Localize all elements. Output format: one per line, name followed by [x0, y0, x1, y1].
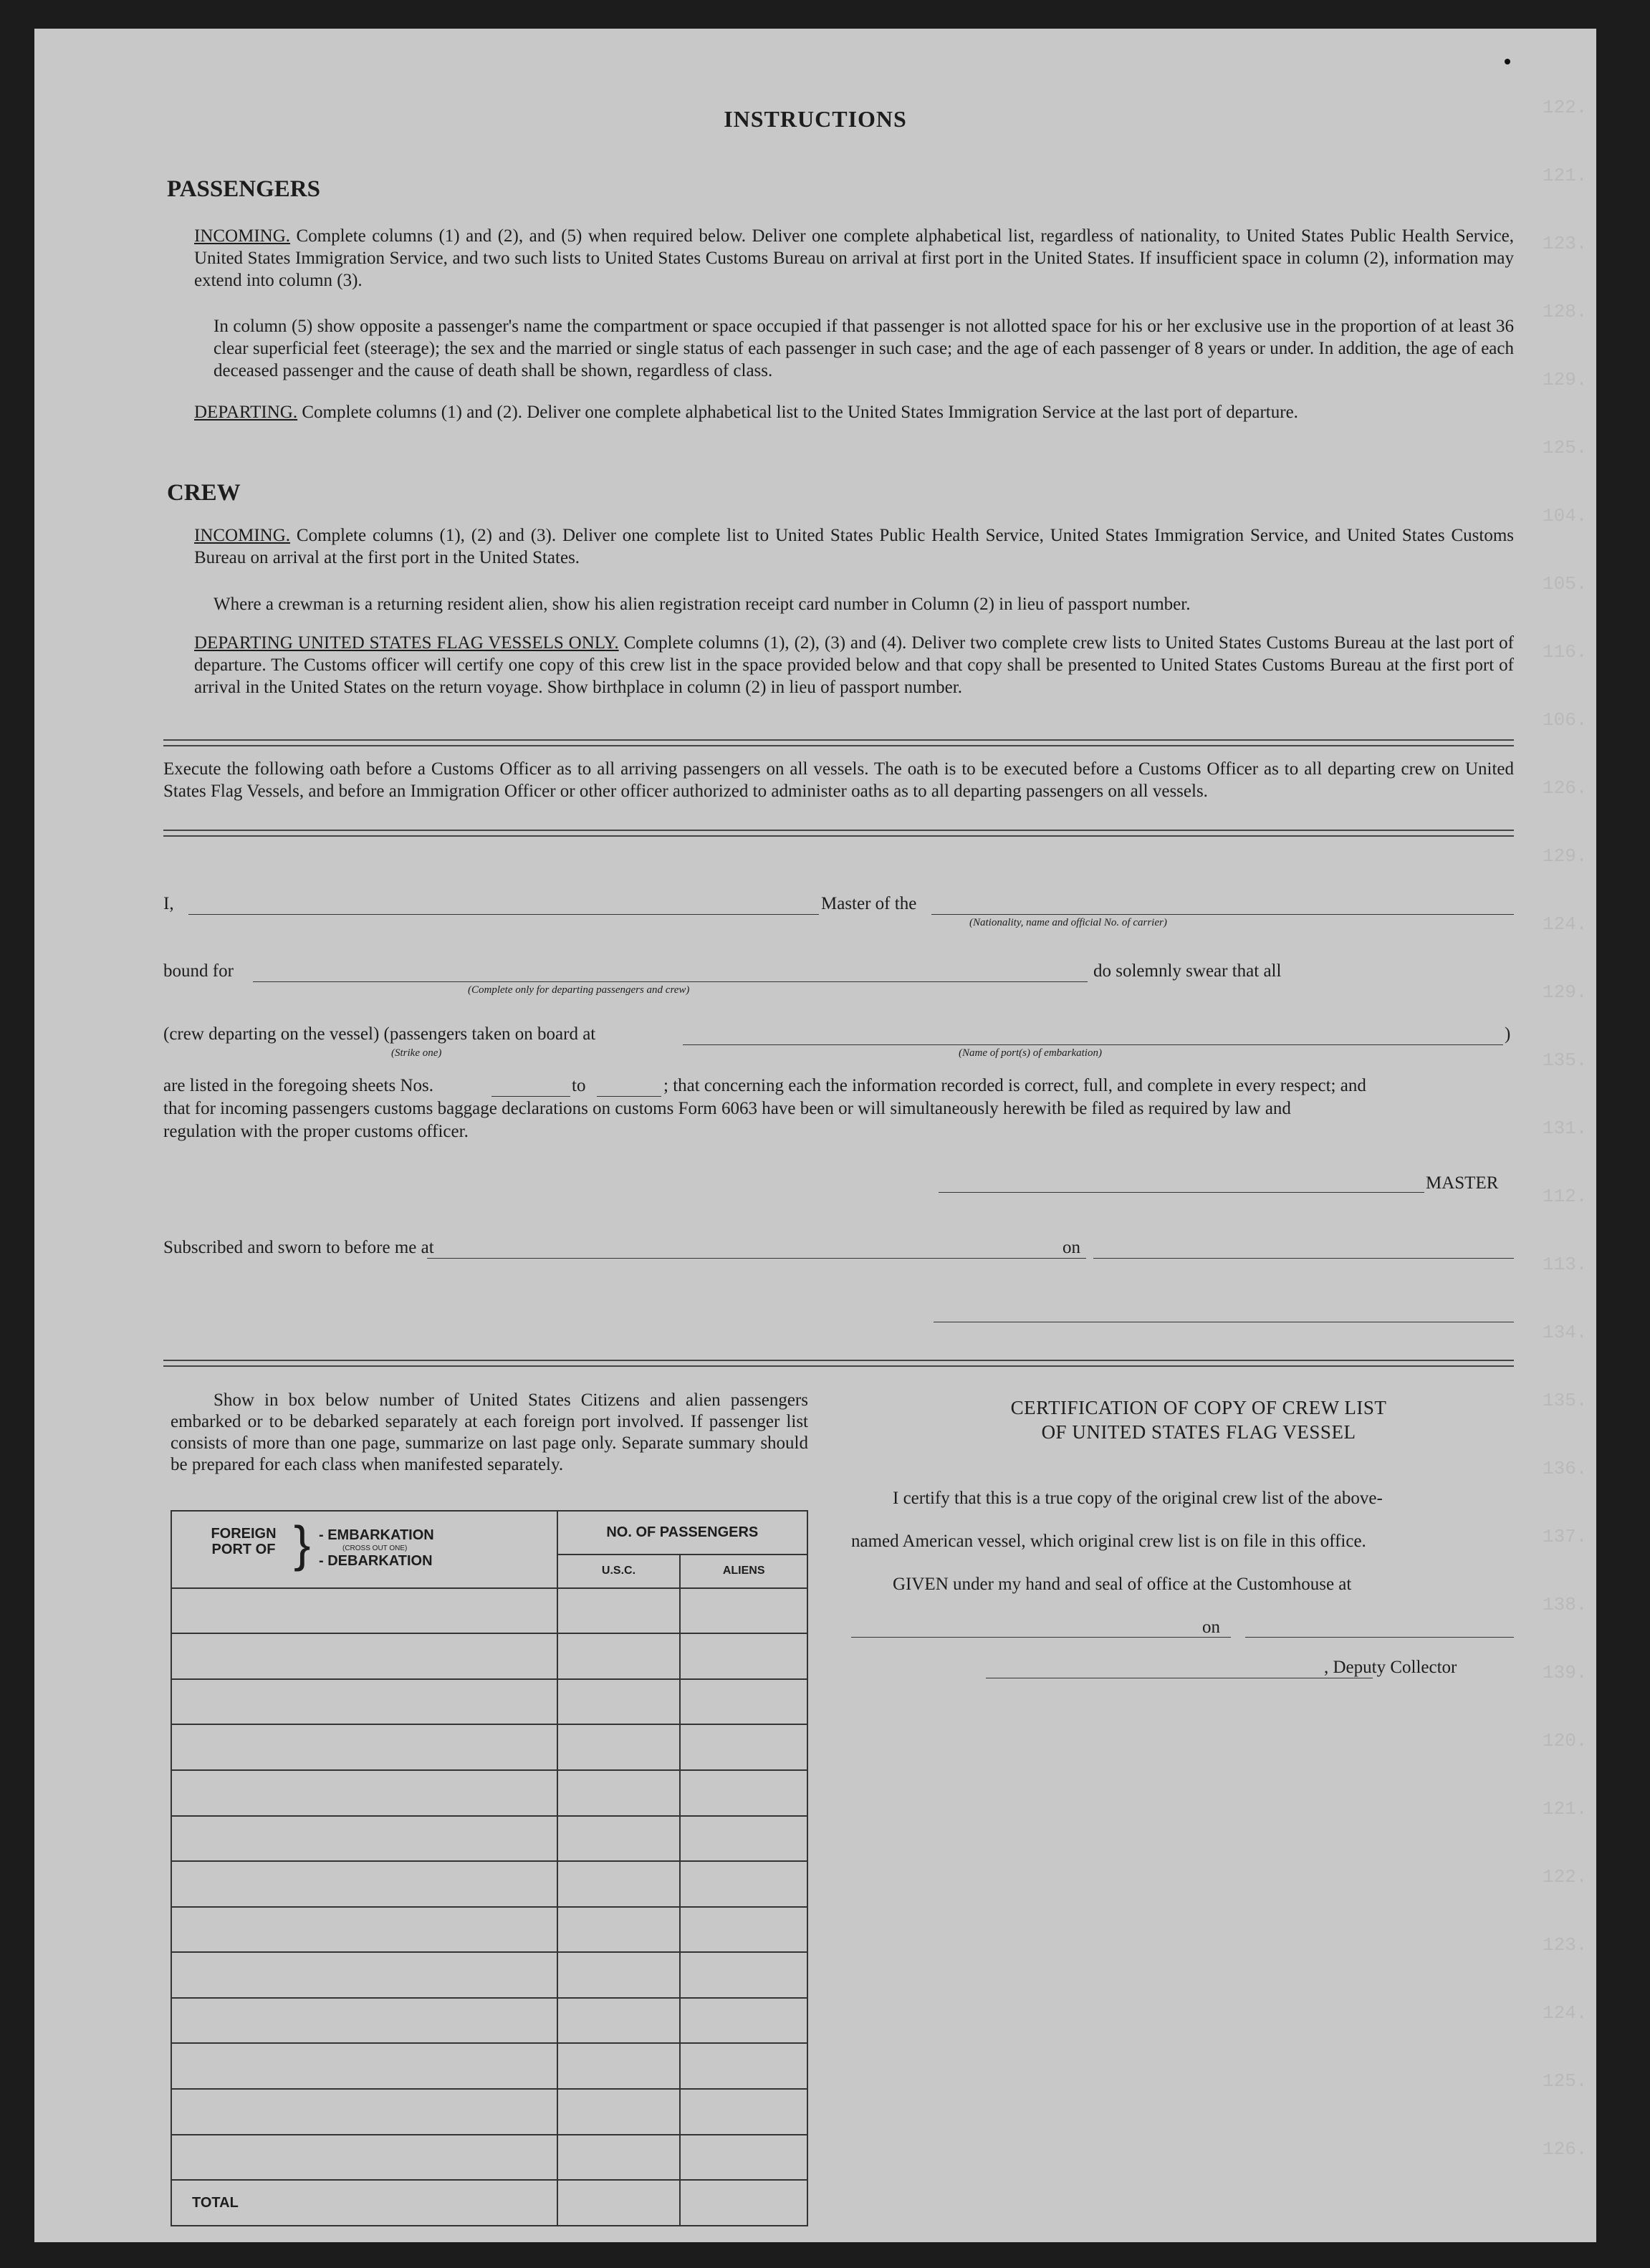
departing-text: Complete columns (1) and (2). Deliver one complete alphabetical list to the United States Immigration Service at the last port of departure.	[302, 403, 1298, 422]
port-cell[interactable]	[171, 1952, 557, 1998]
passenger-summary-table	[171, 1510, 808, 2226]
port-cell[interactable]	[171, 1816, 557, 1862]
usc-cell[interactable]	[557, 1679, 681, 1725]
bleed-number: 134.	[1543, 1322, 1588, 1343]
bleed-number: 124.	[1543, 913, 1588, 935]
divider	[163, 1360, 1514, 1367]
port-header-cell	[171, 1511, 557, 1588]
port-cell[interactable]	[171, 1633, 557, 1679]
oath-i: I,	[163, 894, 174, 913]
bleed-number: 123.	[1543, 233, 1588, 254]
usc-cell[interactable]	[557, 2180, 681, 2226]
passengers-heading: PASSENGERS	[167, 176, 320, 202]
certification-title	[851, 1395, 1546, 1444]
usc-cell[interactable]	[557, 2043, 681, 2089]
bleed-number: 121.	[1543, 165, 1588, 186]
document-page	[34, 29, 1596, 2242]
bleed-number: 129.	[1543, 981, 1588, 1003]
summary-row	[171, 1679, 807, 1725]
master-of-label: Master of the	[821, 894, 917, 913]
listed-a: are listed in the foregoing sheets Nos.	[163, 1076, 433, 1095]
bleed-number: 104.	[1543, 505, 1588, 527]
close-paren: )	[1505, 1024, 1511, 1044]
subscribed-label: Subscribed and sworn to before me at	[163, 1238, 434, 1257]
aliens-cell[interactable]	[680, 1724, 807, 1770]
nationality-note: (Nationality, name and official No. of carrier)	[969, 917, 1167, 928]
incoming-label: INCOMING.	[194, 226, 291, 246]
given-line: GIVEN under my hand and seal of office at the Customhouse at	[893, 1575, 1352, 1594]
listed-line3: regulation with the proper customs officer.	[163, 1122, 469, 1141]
summary-row	[171, 1588, 807, 1634]
crew-incoming-label: INCOMING.	[194, 526, 291, 545]
bound-for-label: bound for	[163, 961, 234, 981]
usc-cell[interactable]	[557, 2135, 681, 2181]
certify-line2: named American vessel, which original crew list is on file in this office.	[851, 1532, 1366, 1551]
bleed-number: 112.	[1543, 1186, 1588, 1207]
bleed-number: 113.	[1543, 1254, 1588, 1275]
listed-b: ; that concerning each the information recorded is correct, full, and complete in every respect; and	[663, 1076, 1366, 1095]
usc-cell[interactable]	[557, 1724, 681, 1770]
crew-incoming-text: Complete columns (1), (2) and (3). Deliver one complete list to United States Public Health Service, United States Immigration Service, and United States Customs Bureau on arrival at the first port in the United States.	[194, 526, 1515, 567]
summary-row	[171, 2180, 807, 2226]
departing-label: DEPARTING.	[194, 403, 298, 422]
aliens-cell[interactable]	[680, 2180, 807, 2226]
bleed-number: 139.	[1543, 1662, 1588, 1683]
usc-header: U.S.C.	[557, 1555, 681, 1588]
bleed-number: 125.	[1543, 437, 1588, 458]
sheet-from-blank[interactable]	[491, 1096, 570, 1097]
aliens-cell[interactable]	[680, 1952, 807, 1998]
port-cell[interactable]	[171, 2135, 557, 2181]
brace-icon: }	[294, 1516, 311, 1572]
port-cell[interactable]	[171, 1998, 557, 2044]
aliens-cell[interactable]	[680, 1861, 807, 1907]
passengers-incoming	[194, 225, 1514, 292]
certify-line1: I certify that this is a true copy of the original crew list of the above-	[893, 1489, 1383, 1508]
usc-cell[interactable]	[557, 1861, 681, 1907]
bleed-number: 128.	[1543, 301, 1588, 322]
passengers-departing	[194, 401, 1514, 423]
summary-intro: Show in box below number of United States Citizens and alien passengers embarked or to be debarked separately at each foreign port involved. If passenger list consists of more than one page, summarize on last page only. Separate summary should be prepared for each class when manifested separately.	[171, 1390, 808, 1474]
port-cell[interactable]	[171, 1770, 557, 1816]
summary-row	[171, 1770, 807, 1816]
incoming-text: Complete columns (1) and (2), and (5) when required below. Deliver one complete alphabetical list, regardless of nationality, to United States Public Health Service, United States Immigration Service, and two such lists to United States Customs Bureau on arrival at first port in the United States. If insufficient space in column (2), information may extend into column (3).	[194, 226, 1515, 290]
aliens-cell[interactable]	[680, 2135, 807, 2181]
passengers-column5: In column (5) show opposite a passenger's name the compartment or space occupied if that passenger is not allotted space for his or her exclusive use in the proportion of at least 36 clear superficial feet (steerage); the sex and the married or single status of each passenger in such case; and the age of each passenger of 8 years or under. In addition, the age of each deceased passenger and the cause of death shall be shown, regardless of class.	[214, 317, 1514, 380]
summary-row	[171, 2043, 807, 2089]
sheet-to-blank[interactable]	[597, 1096, 661, 1097]
port-cell[interactable]	[171, 1907, 557, 1953]
certify-date-blank[interactable]	[1245, 1637, 1514, 1638]
crew-departing-text: Complete columns (1), (2), (3) and (4). Deliver two complete crew lists to United States Customs Bureau at the last port of departure. The Customs officer will certify one copy of this crew list in the space provided below and that copy shall be presented to United States Customs Bureau at the first port of arrival in the United States on the return voyage. Show birthplace in column (2) in lieu of passport number.	[194, 633, 1515, 697]
aliens-cell[interactable]	[680, 2089, 807, 2135]
subscribed-place-blank[interactable]	[427, 1258, 1086, 1259]
port-cell[interactable]	[171, 2089, 557, 2135]
certification-title-line2: OF UNITED STATES FLAG VESSEL	[1041, 1421, 1356, 1443]
crew-incoming	[194, 524, 1514, 569]
certification-title-line1: CERTIFICATION OF COPY OF CREW LIST	[1010, 1397, 1387, 1418]
bleed-number: 129.	[1543, 369, 1588, 390]
strike-one-note: (Strike one)	[391, 1047, 442, 1059]
bleed-number: 121.	[1543, 1798, 1588, 1820]
divider	[163, 739, 1514, 746]
aliens-cell[interactable]	[680, 1998, 807, 2044]
ports-blank[interactable]	[683, 1044, 1503, 1045]
bleed-number: 138.	[1543, 1594, 1588, 1615]
master-name-blank[interactable]	[188, 914, 819, 915]
summary-row	[171, 1724, 807, 1770]
bleed-number: 126.	[1543, 777, 1588, 799]
summary-row	[171, 1952, 807, 1998]
summary-row	[171, 1633, 807, 1679]
summary-row	[171, 2135, 807, 2181]
certify-on: on	[1202, 1618, 1220, 1637]
bleed-number: 120.	[1543, 1730, 1588, 1752]
port-cell[interactable]	[171, 1679, 557, 1725]
summary-row	[171, 1861, 807, 1907]
bound-for-blank[interactable]	[253, 981, 1088, 982]
cross-out-label: (CROSS OUT ONE)	[342, 1544, 408, 1552]
embarkation-label: - EMBARKATION	[319, 1527, 434, 1543]
bleed-number: 135.	[1543, 1390, 1588, 1411]
usc-cell[interactable]	[557, 1633, 681, 1679]
bleed-number: 129.	[1543, 845, 1588, 867]
usc-cell[interactable]	[557, 1816, 681, 1862]
aliens-cell[interactable]	[680, 2043, 807, 2089]
bleed-number: 126.	[1543, 2138, 1588, 2160]
port-cell[interactable]	[171, 1724, 557, 1770]
summary-row	[171, 1907, 807, 1953]
subscribed-on: on	[1063, 1238, 1080, 1257]
aliens-cell[interactable]	[680, 1679, 807, 1725]
crew-departing	[194, 632, 1514, 698]
bleed-number: 124.	[1543, 2002, 1588, 2024]
summary-row	[171, 1816, 807, 1862]
total-label[interactable]: TOTAL	[171, 2180, 557, 2226]
deputy-label: , Deputy Collector	[1324, 1658, 1457, 1677]
master-signature-blank[interactable]	[939, 1192, 1424, 1193]
page-title: INSTRUCTIONS	[724, 106, 907, 132]
customhouse-blank[interactable]	[851, 1637, 1231, 1638]
aliens-cell[interactable]	[680, 1816, 807, 1862]
swear-label: do solemnly swear that all	[1093, 961, 1282, 981]
bleed-number: 116.	[1543, 641, 1588, 663]
master-label: MASTER	[1426, 1173, 1499, 1193]
no-of-passengers-header: NO. OF PASSENGERS	[557, 1511, 807, 1555]
port-cell[interactable]	[171, 1588, 557, 1634]
bleed-number: 135.	[1543, 1049, 1588, 1071]
bleed-number: 106.	[1543, 709, 1588, 731]
complete-note: (Complete only for departing passengers and crew)	[468, 984, 690, 996]
summary-row	[171, 2089, 807, 2135]
listed-to: to	[572, 1076, 586, 1095]
usc-cell[interactable]	[557, 2089, 681, 2135]
usc-cell[interactable]	[557, 1998, 681, 2044]
aliens-cell[interactable]	[680, 1588, 807, 1634]
usc-cell[interactable]	[557, 1952, 681, 1998]
bleed-number: 125.	[1543, 2070, 1588, 2092]
divider	[163, 830, 1514, 837]
aliens-cell[interactable]	[680, 1770, 807, 1816]
bleed-number: 105.	[1543, 573, 1588, 595]
aliens-cell[interactable]	[680, 1633, 807, 1679]
ports-note: (Name of port(s) of embarkation)	[959, 1047, 1102, 1059]
bleed-number: 131.	[1543, 1118, 1588, 1139]
summary-row	[171, 1998, 807, 2044]
port-cell[interactable]	[171, 1861, 557, 1907]
subscribed-date-blank[interactable]	[1093, 1258, 1514, 1259]
bleed-number: 136.	[1543, 1458, 1588, 1479]
bleed-number: 122.	[1543, 1866, 1588, 1888]
usc-cell[interactable]	[557, 1907, 681, 1953]
crew-resident: Where a crewman is a returning resident alien, show his alien registration receipt card number in Column (2) in lieu of passport number.	[214, 595, 1191, 614]
summary-header-row	[171, 1511, 807, 1555]
ink-dot	[1505, 59, 1510, 64]
crew-heading: CREW	[167, 480, 241, 506]
aliens-cell[interactable]	[680, 1907, 807, 1953]
bleed-number: 123.	[1543, 1934, 1588, 1956]
bleed-number: 122.	[1543, 97, 1588, 118]
aliens-header: ALIENS	[680, 1555, 807, 1588]
bleed-number: 137.	[1543, 1526, 1588, 1547]
crew-departing-label: DEPARTING UNITED STATES FLAG VESSELS ONLY.	[194, 633, 619, 653]
port-cell[interactable]	[171, 2043, 557, 2089]
oath-intro: Execute the following oath before a Customs Officer as to all arriving passengers on all vessels. The oath is to be executed before a Customs Officer as to all departing crew on United States Flag Vessels, and before an Immigration Officer or other officer authorized to administer oaths as to all departing passengers on all vessels.	[163, 759, 1514, 801]
listed-line2: that for incoming passengers customs baggage declarations on customs Form 6063 have been or will simultaneously herewith be filed as required by law and	[163, 1099, 1291, 1118]
crew-passengers-label: (crew departing on the vessel) (passengers taken on board at	[163, 1024, 596, 1044]
usc-cell[interactable]	[557, 1770, 681, 1816]
carrier-blank[interactable]	[931, 914, 1514, 915]
foreign-port-label: FOREIGN PORT OF	[211, 1526, 277, 1557]
debarkation-label: - DEBARKATION	[319, 1553, 433, 1569]
usc-cell[interactable]	[557, 1588, 681, 1634]
